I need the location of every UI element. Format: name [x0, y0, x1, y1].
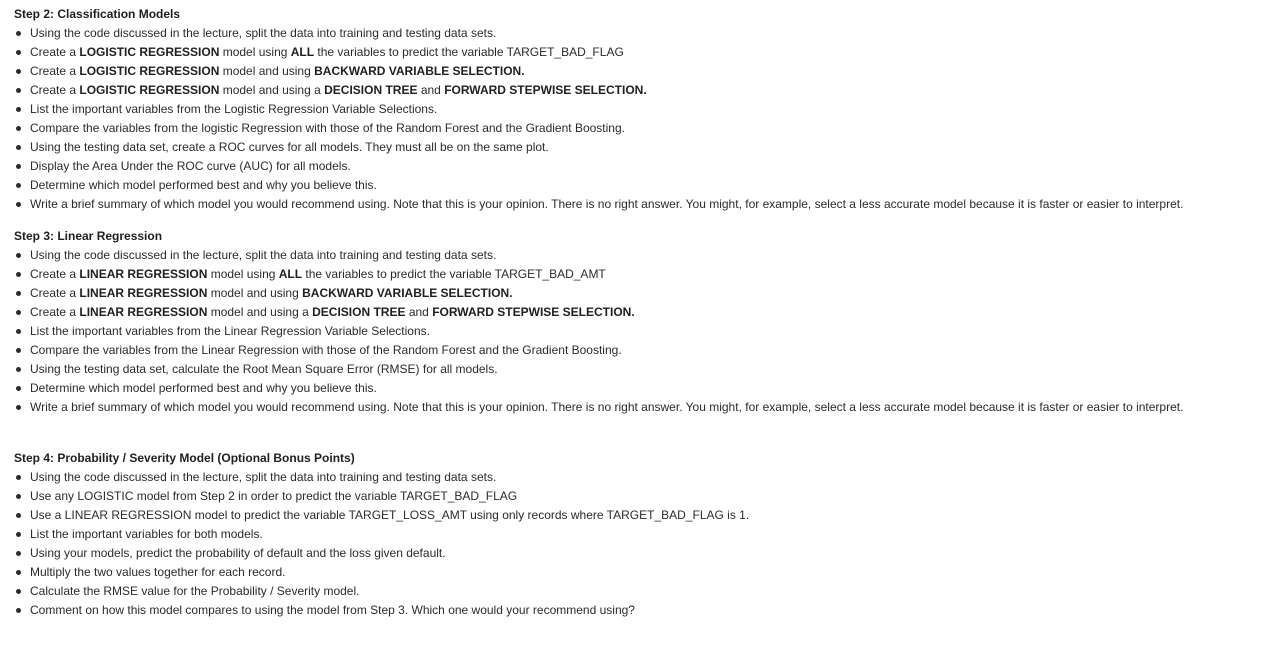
list-item [14, 62, 1274, 81]
item-text: Write a brief summary of which model you would recommend using. Note that this is your opinion. There is no right answer. You might, for example, select a less accurate model because it is faster or easier to interpret. [30, 197, 1184, 211]
item-text: the variables to predict the variable TARGET_BAD_AMT [302, 267, 606, 281]
list-item [14, 379, 1274, 398]
item-text: Comment on how this model compares to using the model from Step 3. Which one would your recommend using? [30, 603, 635, 617]
bullet-icon [16, 386, 21, 391]
item-text: model and using [219, 64, 315, 78]
list-item [14, 157, 1274, 176]
list-item [14, 24, 1274, 43]
item-text: Determine which model performed best and why you believe this. [30, 178, 377, 192]
item-text: model using [207, 267, 279, 281]
item-text: Create a [30, 45, 80, 59]
bold-text: LOGISTIC REGRESSION [79, 45, 220, 59]
bullet-icon [16, 589, 21, 594]
item-text: Create a [30, 267, 80, 281]
item-text: Display the Area Under the ROC curve (AUC) for all models. [30, 159, 351, 173]
list-item [14, 100, 1274, 119]
step2-section [14, 5, 1274, 214]
bold-text: ALL [278, 267, 303, 281]
item-text: Use a LINEAR REGRESSION model to predict the variable TARGET_LOSS_AMT using only records where TARGET_BAD_FLAG is 1. [30, 508, 750, 522]
item-text: model and using [207, 286, 303, 300]
item-text: Write a brief summary of which model you would recommend using. Note that this is your opinion. There is no right answer. You might, for example, select a less accurate model because it is faster or easier to interpret. [30, 400, 1184, 414]
bullet-icon [16, 348, 21, 353]
list-item [14, 468, 1274, 487]
step4-list [14, 468, 1274, 620]
bullet-icon [16, 513, 21, 518]
item-text: Using the testing data set, create a ROC curves for all models. They must all be on the same plot. [30, 140, 549, 154]
list-item [14, 360, 1274, 379]
item-text: Compare the variables from the logistic Regression with those of the Random Forest and the Gradient Boosting. [30, 121, 625, 135]
list-item [14, 195, 1274, 214]
item-text: Create a [30, 305, 80, 319]
item-text: and [405, 305, 433, 319]
item-text: Create a [30, 83, 80, 97]
item-text: List the important variables for both models. [30, 527, 263, 541]
bullet-icon [16, 126, 21, 131]
item-text: model using [219, 45, 291, 59]
bullet-icon [16, 291, 21, 296]
bullet-icon [16, 272, 21, 277]
item-text: List the important variables from the Linear Regression Variable Selections. [30, 324, 430, 338]
item-text: model and using a [207, 305, 313, 319]
step2-heading: Step 2: Classification Models [14, 7, 181, 21]
bold-text: DECISION TREE [312, 305, 406, 319]
list-item [14, 601, 1274, 620]
bullet-icon [16, 69, 21, 74]
bullet-icon [16, 202, 21, 207]
step4-section [14, 449, 1274, 620]
bold-text: LOGISTIC REGRESSION [79, 64, 220, 78]
bullet-icon [16, 551, 21, 556]
list-item [14, 138, 1274, 157]
step3-section [14, 227, 1274, 417]
item-text: the variables to predict the variable TARGET_BAD_FLAG [314, 45, 624, 59]
step3-heading: Step 3: Linear Regression [14, 229, 163, 243]
item-text: Using the code discussed in the lecture, split the data into training and testing data sets. [30, 470, 497, 484]
bullet-icon [16, 570, 21, 575]
bullet-icon [16, 608, 21, 613]
bold-text: BACKWARD VARIABLE SELECTION. [302, 286, 513, 300]
bullet-icon [16, 532, 21, 537]
bullet-icon [16, 475, 21, 480]
bullet-icon [16, 253, 21, 258]
item-text: Create a [30, 286, 80, 300]
list-item [14, 398, 1274, 417]
item-text: Use any LOGISTIC model from Step 2 in order to predict the variable TARGET_BAD_FLAG [30, 489, 518, 503]
list-item [14, 487, 1274, 506]
list-item [14, 506, 1274, 525]
bold-text: LINEAR REGRESSION [79, 305, 208, 319]
list-item [14, 43, 1274, 62]
bullet-icon [16, 31, 21, 36]
bold-text: LINEAR REGRESSION [79, 267, 208, 281]
item-text: Determine which model performed best and why you believe this. [30, 381, 377, 395]
item-text: Using the testing data set, calculate the Root Mean Square Error (RMSE) for all models. [30, 362, 498, 376]
bold-text: ALL [290, 45, 315, 59]
step4-heading: Step 4: Probability / Severity Model (Optional Bonus Points) [14, 451, 355, 465]
list-item [14, 582, 1274, 601]
bullet-icon [16, 405, 21, 410]
bullet-icon [16, 145, 21, 150]
item-text: Create a [30, 64, 80, 78]
list-item [14, 525, 1274, 544]
list-item [14, 119, 1274, 138]
item-text: Multiply the two values together for each record. [30, 565, 286, 579]
item-text: and [417, 83, 445, 97]
bullet-icon [16, 50, 21, 55]
bold-text: LINEAR REGRESSION [79, 286, 208, 300]
item-text: model and using a [219, 83, 325, 97]
bold-text: BACKWARD VARIABLE SELECTION. [314, 64, 525, 78]
bold-text: FORWARD STEPWISE SELECTION. [444, 83, 647, 97]
bullet-icon [16, 329, 21, 334]
list-item [14, 563, 1274, 582]
bullet-icon [16, 107, 21, 112]
bullet-icon [16, 88, 21, 93]
step3-list [14, 246, 1274, 417]
list-item [14, 81, 1274, 100]
bullet-icon [16, 164, 21, 169]
bold-text: FORWARD STEPWISE SELECTION. [432, 305, 635, 319]
step2-list [14, 24, 1274, 214]
list-item [14, 265, 1274, 284]
bold-text: DECISION TREE [324, 83, 418, 97]
list-item [14, 284, 1274, 303]
item-text: Using the code discussed in the lecture, split the data into training and testing data sets. [30, 26, 497, 40]
list-item [14, 341, 1274, 360]
bullet-icon [16, 310, 21, 315]
bold-text: LOGISTIC REGRESSION [79, 83, 220, 97]
bullet-icon [16, 367, 21, 372]
list-item [14, 176, 1274, 195]
bullet-icon [16, 494, 21, 499]
list-item [14, 544, 1274, 563]
item-text: Using your models, predict the probability of default and the loss given default. [30, 546, 446, 560]
list-item [14, 246, 1274, 265]
list-item [14, 322, 1274, 341]
item-text: Calculate the RMSE value for the Probability / Severity model. [30, 584, 360, 598]
list-item [14, 303, 1274, 322]
item-text: List the important variables from the Logistic Regression Variable Selections. [30, 102, 438, 116]
item-text: Compare the variables from the Linear Regression with those of the Random Forest and the Gradient Boosting. [30, 343, 622, 357]
bullet-icon [16, 183, 21, 188]
item-text: Using the code discussed in the lecture, split the data into training and testing data sets. [30, 248, 497, 262]
